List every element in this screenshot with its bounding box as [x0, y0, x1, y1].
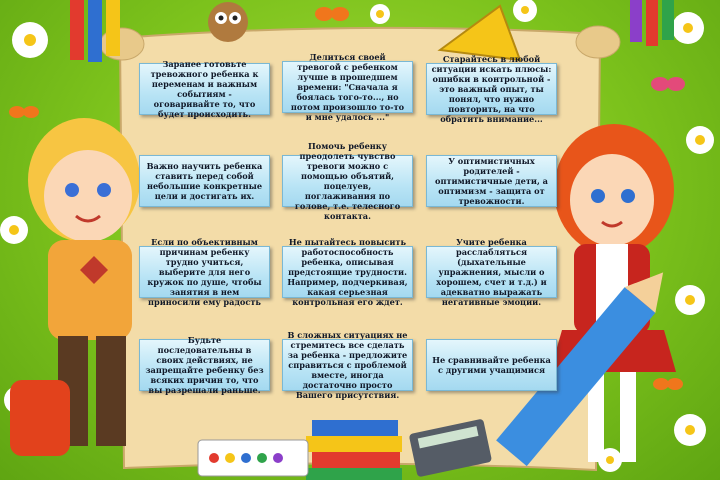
advice-card [282, 330, 413, 400]
advice-card [426, 155, 557, 207]
daisy-icon [12, 22, 48, 58]
butterfly-icon [653, 378, 683, 390]
daisy-icon [674, 414, 706, 446]
daisy-icon [672, 12, 704, 44]
advice-card [426, 339, 557, 391]
advice-card-text: Не сравнивайте ребенка с другими учащимися [432, 355, 551, 375]
daisy-icon [513, 0, 537, 22]
advice-card-text: Старайтесь в любой ситуации искать плюсы: ошибки в контрольной - это важный опыт, ты понял, что нужно повторить, на что обратить внимание... [431, 54, 552, 124]
pencil-icon [70, 0, 120, 62]
advice-card-text: Важно научить ребенка ставить перед собой небольшие конкретные цели и достигать их. [146, 161, 263, 201]
backpack-icon [10, 380, 70, 456]
advice-card-text: Не пытайтесь повысить работоспособность ребенка, описывая предстоящие трудности. Например, подчеркивая, какая серьезная контрольная его ждет. [287, 237, 408, 307]
advice-card-text: В сложных ситуациях не стремитесь все сделать за ребенка - предложите справиться с проблемой вместе, иногда достаточно просто Вашего присутствия. [287, 330, 408, 400]
advice-card [139, 335, 270, 395]
advice-card-text: У оптимистичных родителей - оптимистичные дети, а оптимизм - защита от тревожности. [435, 156, 548, 206]
owl-icon [208, 2, 248, 42]
advice-card-text: Помочь ребенку преодолеть чувство тревоги можно с помощью объятий, поцелуев, поглаживания по голове, т.е. телесного контакта. [294, 141, 401, 221]
advice-card [426, 54, 557, 124]
pencil-icon [630, 0, 674, 46]
butterfly-icon [9, 106, 39, 118]
daisy-icon [0, 216, 28, 244]
advice-card-text: Будьте последовательны в своих действиях, не запрещайте ребенку без всяких причин то, что вы разрешали раньше. [145, 335, 264, 395]
advice-card [139, 59, 270, 119]
advice-card [426, 237, 557, 307]
advice-card [282, 52, 413, 122]
butterfly-icon [315, 7, 349, 21]
advice-card [139, 237, 270, 307]
butterfly-icon [651, 77, 685, 91]
advice-card [139, 155, 270, 207]
advice-card-text: Учите ребенка расслабляться (дыхательные упражнения, мысли о хорошем, счет и т.д.) и адекватно выражать негативные эмоции. [436, 237, 547, 307]
advice-card [282, 141, 413, 221]
daisy-icon [675, 285, 705, 315]
advice-card [282, 237, 413, 307]
advice-card-text: Заранее готовьте тревожного ребенка к переменам и важным событиям - оговаривайте то, что будет происходить. [150, 59, 259, 119]
paint-palette-icon [198, 440, 308, 476]
daisy-icon [370, 4, 390, 24]
advice-card-text: Если по объективным причинам ребенку трудно учиться, выберите для него кружок по душе, чтобы занятия в нем приносили ему радость [147, 237, 262, 307]
advice-card-text: Делиться своей тревогой с ребенком лучше в прошедшем времени: "Сначала я боялась того-то..., но потом произошло то-то и мне удалось ..." [290, 52, 405, 122]
books-icon [306, 420, 402, 480]
daisy-icon [686, 126, 714, 154]
